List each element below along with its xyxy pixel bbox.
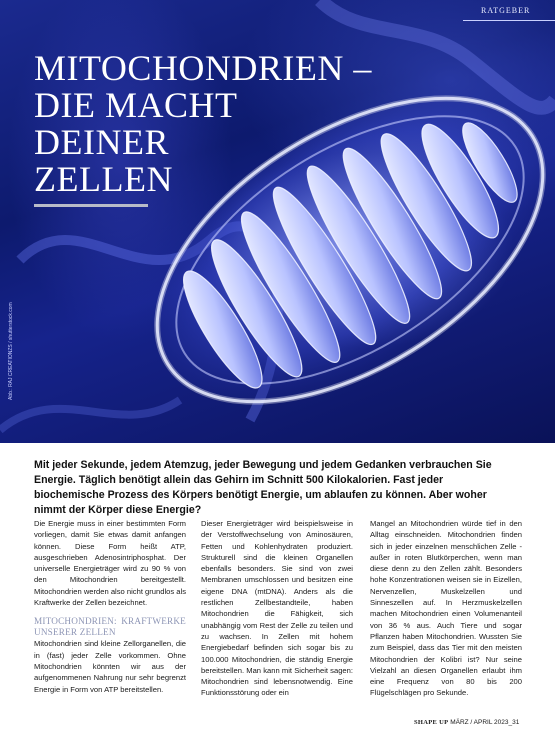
headline-line-2: DIE MACHT [34,85,238,125]
column1-paragraph-2: Mitochondrien sind kleine Zellorganellen, die in (fast) jeder Zelle vorkommen. Ohne Mitochondrien könnten wir aus der aufgenommenen Nahrung nur sehr begrenzt Energie in Form von ATP bereitstellen. [34,639,186,694]
lead-paragraph: Mit jeder Sekunde, jedem Atemzug, jeder Bewegung und jedem Gedanken verbrauchen Sie Energie. Täglich benötigt allein das Gehirn im Schnitt 500 Kilokalorien. Fast jeder biochemische Prozess des Körpers benötigt Energie, um ablaufen zu können. Aber woher nimmt der Körper diese Energie? [34,459,492,516]
page-number: _31 [508,719,520,726]
issue-date: MÄRZ / APRIL 2023 [450,719,509,726]
column1-paragraph-1: Die Energie muss in einer bestimmten Form vorliegen, damit Sie etwas damit anfangen können. Diese Form heißt ATP, ausgeschrieben Adenosintriphosphat. Der universelle Energieträger wird zu 90 % von den Mitochondrien bereitgestellt. Mitochondrien werden also nicht grundlos als Kraftwerke der Zellen bezeichnet. [34,519,186,608]
text-column-1 [34,518,186,695]
article-headline [34,50,394,198]
section-label: RATGEBER [481,6,531,15]
headline-line-1: MITOCHONDRIEN – [34,48,372,88]
text-column-2 [201,518,353,699]
headline-line-3: DEINER [34,122,169,162]
column1-subheading: MITOCHONDRIEN: KRAFTWERKE UNSERER ZELLEN [34,616,186,637]
page-footer [414,719,519,726]
column3-paragraph-1: Mangel an Mitochondrien würde tief in den Alltag einschneiden. Mitochondrien finden sich in jeder einzelnen menschlichen Zelle - außer in roten Blutkörperchen, wenn man diese denn zu den Zellen zählt. Besonders hohe Konzentrationen weisen sie in Eizellen, Nervenzellen, Muskelzellen und Sinneszellen auf. In Herzmuskelzellen machen Mitochondrien einen Volumenanteil von 36 % aus. Auch Tiere und sogar Pflanzen haben Mitochondrien. Wussten Sie zum Beispiel, dass das Tier mit den meisten Mitochondrien der Kolibri ist? Nur seine Vielzahl an diesen Organellen erlaubt ihm eine Frequenz von 80 bis 200 Flügelschlägen pro Sekunde. [370,519,522,698]
headline-line-4: ZELLEN [34,159,173,199]
column2-paragraph-1: Dieser Energieträger wird beispielsweise in der Verstoffwechselung von Aminosäuren, Fetten und Kohlenhydraten produziert. Strukturell sind die kleinen Organellen ebenfalls besonders. Sie sind von zwei Membranen umschlossen und besitzen eine eigene DNA (mtDNA). Anders als die restlichen Zellbestandteile, haben Mitochondrien die Fähigkeit, sich unabhängig vom Rest der Zelle zu teilen und zu wachsen. In Zellen mit hohem Energiebedarf befinden sich sogar bis zu 100.000 Mitochondrien, die ständig Energie bereitstellen. Man kann mit Sicherheit sagen: Mitochondrien sind lebensnotwendig. Eine Funktionsstörung oder ein [201,519,353,698]
headline-underline [34,204,148,207]
section-rule [463,20,555,21]
text-column-3 [370,518,522,699]
magazine-brand: SHAPE UP [414,719,449,726]
image-credit: Abb.: RAJ CREATIONZS / shutterstock.com [8,302,14,400]
